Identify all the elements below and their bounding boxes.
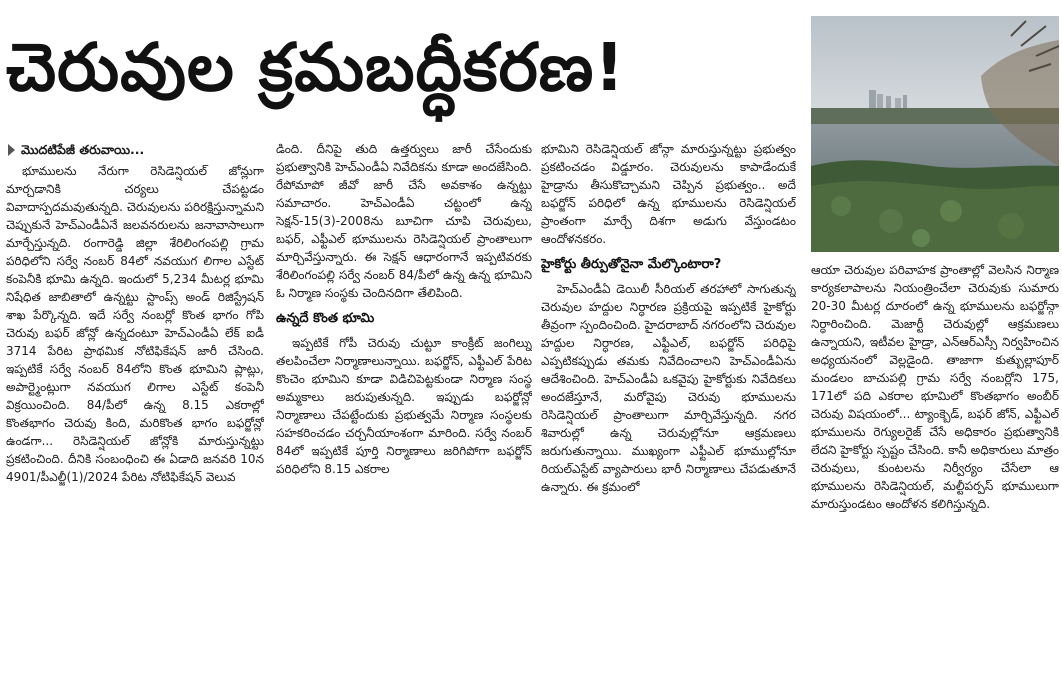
body-paragraph: డింది. దీనిపై తుది ఉత్తర్వులు జారీ చేసేందుకు ప్రభుత్వానికి హెచ్ఎండీఏ నివేదికను కూడా అందజేసింది. రేపోమాపో జీవో జారీ చేసే అవకాశం ఉన్నట్టు సమాచారం. హెచ్ఎండీఏ చట్టంలో ఉన్న సెక్షన్-15(3)-2008ను బూచిగా చూపి చెరువులు, బఫర్, ఎఫ్టీఎల్ భూములను రెసిడెన్షియల్ ప్రాంతాలుగా మార్చివేస్తున్నారు. ఈ సెక్షన్ ఆధారంగానే ఇప్పటివరకు శేరిలింగంపల్లి సర్వే నంబర్ 84/పీలో ఉన్న ఉన్న భూమిని ఓ నిర్మాణ సంస్థకు చెందినదిగా తేలిపింది. [276, 142, 532, 300]
body-paragraph: ఇప్పటికే గోపీ చెరువు చుట్టూ కాంక్రీట్ జంగిల్ను తలపించేలా నిర్మాణాలున్నాయి. బఫర్జోన్, ఎఫ్టీఎల్ పేరిట కొంచెం భూమిని కూడా విడిచిపెట్టకుండా నిర్మాణ సంస్థ అమ్మకాలు జరుపుతున్నది. ఇప్పుడు బఫర్జోన్లో నిర్మాణాలు చేపట్టేందుకు ప్రభుత్వమే నిర్మాణ సంస్థలకు సహకరించడం చర్చనీయాంశంగా మారింది. సర్వే నంబర్ 84లో ఇప్పటికే పూర్తి నిర్మాణాలు జరిగిపోగా బఫర్జోన్ పరిధిలోని 8.15 ఎకరాల [276, 336, 532, 476]
body-paragraph: భూమిని రెసిడెన్షియల్ జోన్గా మారుస్తున్నట్టు ప్రభుత్వం ప్రకటించడం విడ్డూరం. చెరువులను కాపాడేందుకే హైడ్రాను తీసుకొచ్చామని చెప్పిన ప్రభుత్వం.. అదే బఫర్జోన్ పరిధిలో ఉన్న భూములను రెసిడెన్షియల్ ప్రాంతంగా మార్చే దిశగా అడుగు వేస్తుండటం ఆందోళనకరం. [541, 142, 796, 246]
body-paragraph: భూములను నేరుగా రెసిడెన్షియల్ జోన్లుగా మార్చడానికి చర్యలు చేపట్టడం వివాదాస్పదమవుతున్నది. చెరువులను పరిరక్షిస్తున్నామని చెప్పుకునే హెచ్ఎండీఏనే జలవనరులను జనావాసాలుగా మార్చేస్తున్నది. రంగారెడ్డి జిల్లా శేరిలింగంపల్లి గ్రామ పరిధిలోని సర్వే నంబర్ 84లో నవయుగ లిగాల ఎస్టేట్ కంపెనీకి భూమి ఉన్నది. ఇందులో 5,234 మీటర్ల భూమి నిషేధిత జాబితాలో ఉన్నట్టు స్టాంప్స్ అండ్ రిజిస్ట్రేషన్ శాఖ పేర్కొన్నది. ఇదే సర్వే నంబర్లో కొంత భాగం గోపి చెరువు బఫర్ జోన్లో ఉన్నదంటూ హెచ్ఎండీఏ లేక్ ఐడీ 3714 పేరిట ప్రాథమిక నోటిఫికేషన్ జారీ చేసింది. ఇప్పటికే సర్వే నంబర్ 84లోని కొంత భూమిని ప్లాట్లు, అపార్ట్మెంట్లుగా నవయుగ లిగాల ఎస్టేట్ కంపెనీ విక్రయించింది. 84/పీలో ఉన్న 8.15 ఎకరాల్లో కొంతభాగం చెరువు కింది, మరికొంత భాగం బఫర్జోన్లో ఉండగా... రెసిడెన్షియల్ జోన్లోకి మారుస్తున్నట్టు ప్రకటించింది. దీనికి సంబంధించి ఈ ఏడాది జనవరి 10న 4901/పీఎల్జీ(1)/2024 పేరిట నోటిఫికేషన్ వెలువ [6, 164, 264, 484]
lake-photo-icon [811, 16, 1059, 252]
chevron-right-icon [8, 144, 15, 156]
kicker [6, 140, 264, 160]
subheading: ఉన్నదే కొంత భూమి [276, 311, 375, 326]
headline: చెరువుల క్రమబద్ధీకరణ! [6, 29, 626, 106]
lake-photo [811, 16, 1059, 252]
body-paragraph: ఆయా చెరువుల పరివాహక ప్రాంతాల్లో వెలసిన నిర్మాణ కార్యకలాపాలను నియంత్రించేలా చెరువుకు సుమారు 20-30 మీటర్ల దూరంలో ఉన్న భూములను బఫర్జోన్గా నిర్ధారించింది. మెజార్టీ చెరువుల్లో ఆక్రమణలు ఉన్నాయని, ఇటీవల హైడ్రా, ఎన్ఆర్ఎస్సీ నిర్వహించిన అధ్యయనంలో వెల్లడైంది. తాజాగా కుత్బుల్లాపూర్ మండలం బాచుపల్లి గ్రామ సర్వే నంబర్లోని 175, 171లో పది ఎకరాల భూమిలో కొంతభాగం అంబీర్ చెరువు విషయంలో... ట్యాంక్బెడ్, బఫర్ జోన్, ఎఫ్టీఎల్ భూములను రెగ్యులరైజ్ చేసే అధికారం ప్రభుత్వానికి లేదని హైకోర్టు స్పష్టం చేసింది. కానీ అధికారులు మాత్రం చెరువులు, కుంటలను నిర్వీర్యం చేసేలా ఆ భూములను రెసిడెన్షియల్, మల్టీపర్పస్ భూములుగా మారుస్తుండటం ఆందోళన కలిగిస్తున్నది. [811, 263, 1059, 511]
kicker-text: మొదటిపేజీ తరువాయి... [21, 142, 145, 157]
column-1 [6, 140, 264, 680]
column-4 [811, 261, 1059, 681]
body-paragraph: హెచ్ఎండీఏ డెయిలీ సీరియల్ తరహాలో సాగుతున్న చెరువుల హద్దుల నిర్ధారణ ప్రక్రియపై ఇప్పటికే హైకోర్టు తీవ్రంగా స్పందించింది. హైదరాబాద్ నగరంలోని చెరువుల హద్దుల నిర్ధారణ, ఎఫ్టీఎల్, బఫర్జోన్ పరిధిపై ఎప్పటికప్పుడు తమకు నివేదించాలని హెచ్ఎండీఏను ఆదేశించింది. హెచ్ఎండీఏ ఒకవైపు హైకోర్టుకు నివేదికలు అందజేస్తూనే, మరోవైపు చెరువు భూములను రెసిడెన్షియల్ ప్రాంతాలుగా మార్చివేస్తున్నది. నగర శివారుల్లో ఉన్న చెరువుల్లోనూ ఆక్రమణలు జరుగుతున్నాయి. ముఖ్యంగా ఎఫ్టీఎల్ భూముల్లోనూ రియల్ఎస్టేట్ వ్యాపారులు భారీ నిర్మాణాలు చేపడుతూనే ఉన్నారు. ఈ క్రమంలో [541, 282, 796, 494]
subheading: హైకోర్టు తీర్పుతోనైనా మేల్కొంటారా? [541, 257, 722, 272]
column-2 [276, 140, 532, 680]
column-3 [541, 140, 796, 680]
